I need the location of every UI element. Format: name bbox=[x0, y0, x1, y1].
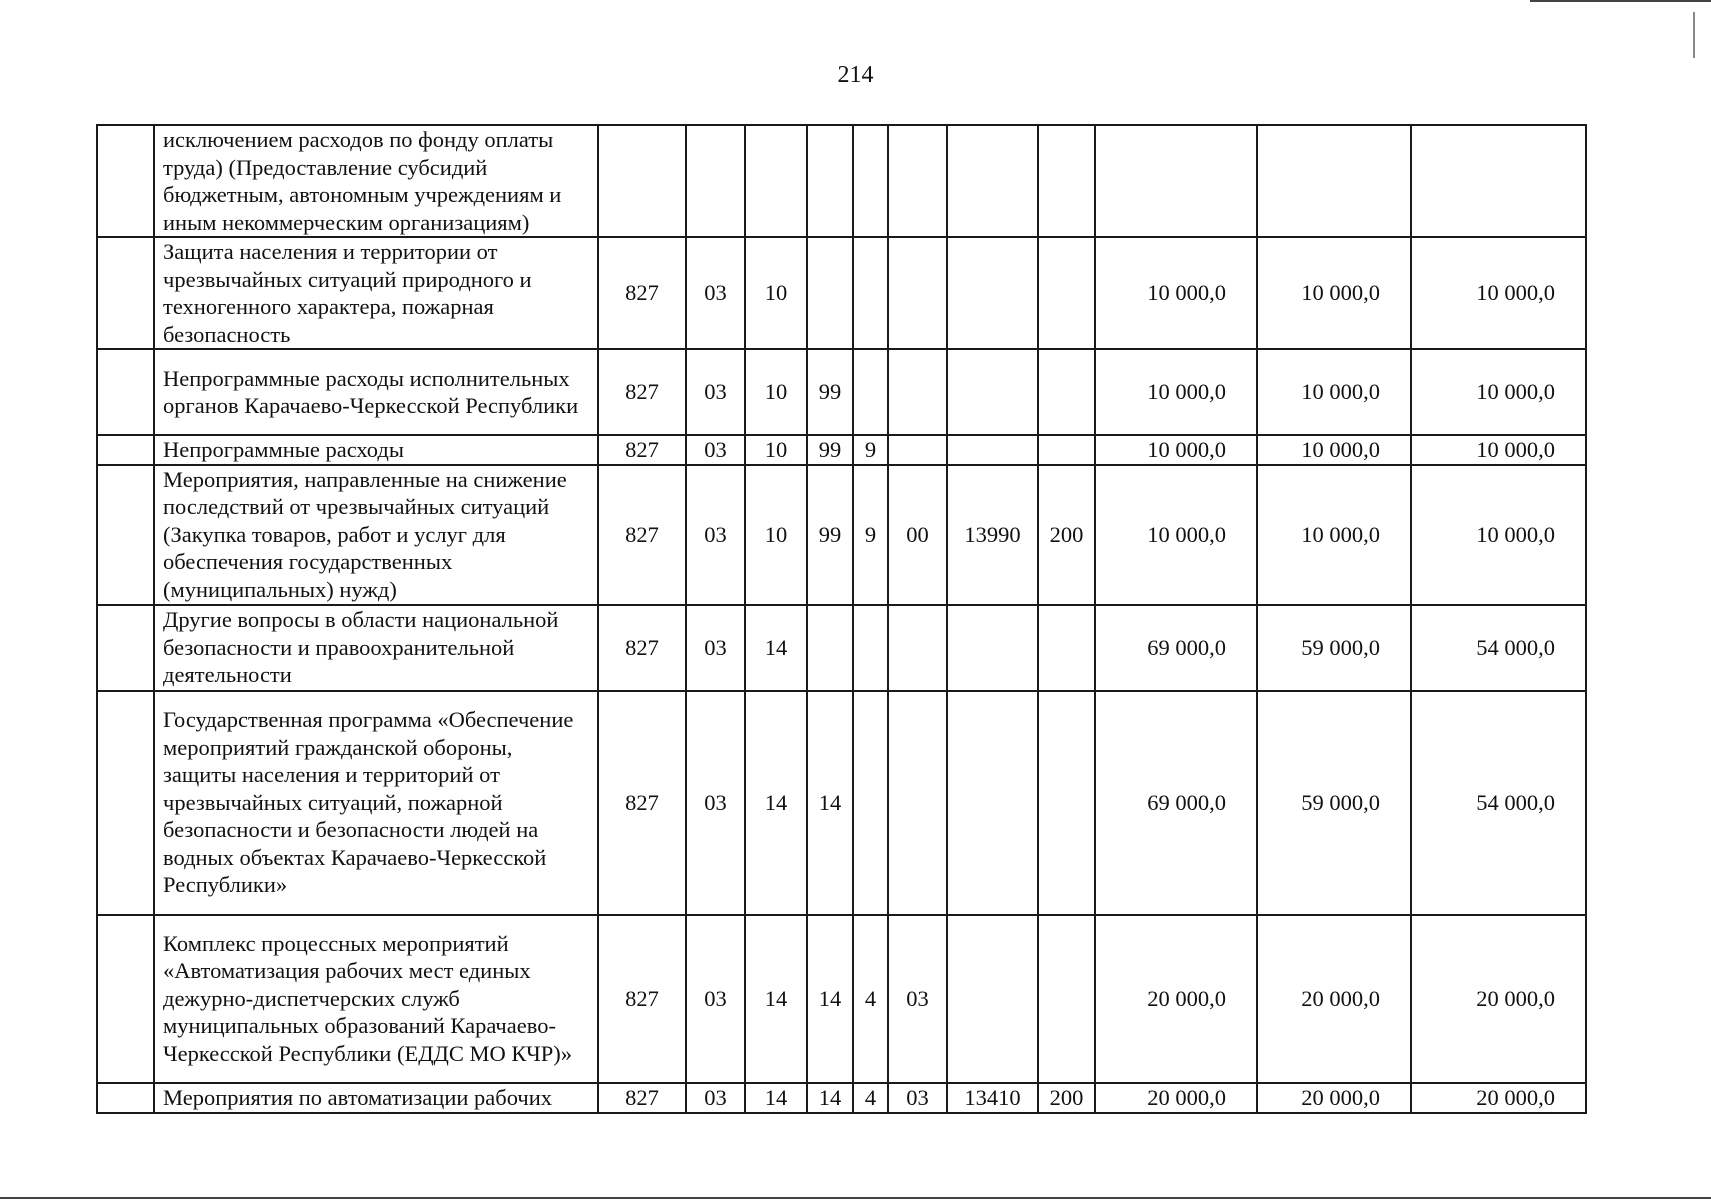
expense-name-cell: исключением расходов по фонду оплаты труда) (Предоставление субсидий бюджетным, автономным учреждениям и иным некоммерческим организациям) bbox=[154, 125, 598, 237]
subsection-code-cell: 14 bbox=[745, 915, 807, 1083]
table-row bbox=[97, 605, 1586, 691]
direction-code-cell: 13410 bbox=[947, 1083, 1038, 1113]
section-code-cell: 03 bbox=[686, 1083, 745, 1113]
program-code-cell: 99 bbox=[807, 435, 853, 465]
section-code-cell: 03 bbox=[686, 435, 745, 465]
row-number-cell bbox=[97, 125, 154, 237]
subsection-code-cell: 10 bbox=[745, 237, 807, 349]
subsection-code-cell: 14 bbox=[745, 605, 807, 691]
amount-year-1-cell: 20 000,0 bbox=[1095, 1083, 1257, 1113]
amount-year-3-cell: 10 000,0 bbox=[1411, 349, 1586, 435]
table-row bbox=[97, 915, 1586, 1083]
expense-name-cell: Государственная программа «Обеспечение мероприятий гражданской обороны, защиты населения и территорий от чрезвычайных ситуаций, пожарной безопасности и безопасности людей на водных объектах Карачаево-Черкесской Республики» bbox=[154, 691, 598, 915]
amount-year-1-cell: 10 000,0 bbox=[1095, 435, 1257, 465]
amount-year-1-cell: 69 000,0 bbox=[1095, 605, 1257, 691]
direction-code-cell bbox=[947, 605, 1038, 691]
subsection-code-cell: 14 bbox=[745, 1083, 807, 1113]
table-row bbox=[97, 1083, 1586, 1113]
expense-type-cell bbox=[1038, 435, 1095, 465]
amount-year-2-cell bbox=[1257, 125, 1411, 237]
row-number-cell bbox=[97, 435, 154, 465]
amount-year-1-cell: 10 000,0 bbox=[1095, 237, 1257, 349]
ministry-code-cell bbox=[598, 125, 686, 237]
amount-year-3-cell: 54 000,0 bbox=[1411, 691, 1586, 915]
amount-year-1-cell: 10 000,0 bbox=[1095, 349, 1257, 435]
amount-year-2-cell: 59 000,0 bbox=[1257, 691, 1411, 915]
expense-name-cell: Непрограммные расходы bbox=[154, 435, 598, 465]
amount-year-2-cell: 10 000,0 bbox=[1257, 237, 1411, 349]
section-code-cell: 03 bbox=[686, 349, 745, 435]
amount-year-2-cell: 10 000,0 bbox=[1257, 435, 1411, 465]
activity-code-cell bbox=[888, 435, 947, 465]
subsection-code-cell: 14 bbox=[745, 691, 807, 915]
ministry-code-cell: 827 bbox=[598, 465, 686, 605]
activity-code-cell bbox=[888, 237, 947, 349]
amount-year-2-cell: 10 000,0 bbox=[1257, 465, 1411, 605]
row-number-cell bbox=[97, 237, 154, 349]
expense-name-cell: Непрограммные расходы исполнительных органов Карачаево-Черкесской Республики bbox=[154, 349, 598, 435]
amount-year-3-cell: 54 000,0 bbox=[1411, 605, 1586, 691]
amount-year-3-cell: 10 000,0 bbox=[1411, 435, 1586, 465]
activity-code-cell: 03 bbox=[888, 915, 947, 1083]
subprogram-code-cell: 4 bbox=[853, 1083, 888, 1113]
expense-name-cell: Мероприятия, направленные на снижение последствий от чрезвычайных ситуаций (Закупка товаров, работ и услуг для обеспечения государственных (муниципальных) нужд) bbox=[154, 465, 598, 605]
table-row bbox=[97, 691, 1586, 915]
ministry-code-cell: 827 bbox=[598, 237, 686, 349]
scan-edge-bottom bbox=[0, 1197, 1711, 1199]
row-number-cell bbox=[97, 349, 154, 435]
program-code-cell: 99 bbox=[807, 465, 853, 605]
expense-type-cell bbox=[1038, 691, 1095, 915]
row-number-cell bbox=[97, 465, 154, 605]
subsection-code-cell: 10 bbox=[745, 435, 807, 465]
activity-code-cell: 03 bbox=[888, 1083, 947, 1113]
amount-year-2-cell: 10 000,0 bbox=[1257, 349, 1411, 435]
expense-type-cell: 200 bbox=[1038, 465, 1095, 605]
activity-code-cell: 00 bbox=[888, 465, 947, 605]
expense-type-cell bbox=[1038, 237, 1095, 349]
activity-code-cell bbox=[888, 349, 947, 435]
subprogram-code-cell bbox=[853, 691, 888, 915]
activity-code-cell bbox=[888, 605, 947, 691]
amount-year-3-cell: 20 000,0 bbox=[1411, 1083, 1586, 1113]
direction-code-cell bbox=[947, 349, 1038, 435]
expense-name-cell: Мероприятия по автоматизации рабочих bbox=[154, 1083, 598, 1113]
table-row bbox=[97, 125, 1586, 237]
amount-year-3-cell: 10 000,0 bbox=[1411, 237, 1586, 349]
page-number: 214 bbox=[837, 62, 874, 88]
expense-type-cell bbox=[1038, 605, 1095, 691]
table-row bbox=[97, 237, 1586, 349]
amount-year-1-cell bbox=[1095, 125, 1257, 237]
subsection-code-cell bbox=[745, 125, 807, 237]
program-code-cell bbox=[807, 125, 853, 237]
program-code-cell bbox=[807, 237, 853, 349]
ministry-code-cell: 827 bbox=[598, 691, 686, 915]
subprogram-code-cell bbox=[853, 349, 888, 435]
program-code-cell: 14 bbox=[807, 1083, 853, 1113]
direction-code-cell bbox=[947, 435, 1038, 465]
amount-year-2-cell: 59 000,0 bbox=[1257, 605, 1411, 691]
subsection-code-cell: 10 bbox=[745, 465, 807, 605]
ministry-code-cell: 827 bbox=[598, 915, 686, 1083]
expense-type-cell bbox=[1038, 125, 1095, 237]
subprogram-code-cell: 9 bbox=[853, 435, 888, 465]
section-code-cell bbox=[686, 125, 745, 237]
section-code-cell: 03 bbox=[686, 465, 745, 605]
row-number-cell bbox=[97, 915, 154, 1083]
ministry-code-cell: 827 bbox=[598, 435, 686, 465]
subprogram-code-cell: 4 bbox=[853, 915, 888, 1083]
expense-name-cell: Комплекс процессных мероприятий «Автоматизация рабочих мест единых дежурно-диспетчерских служб муниципальных образований Карачаево-Черкесской Республики (ЕДДС МО КЧР)» bbox=[154, 915, 598, 1083]
section-code-cell: 03 bbox=[686, 691, 745, 915]
amount-year-3-cell: 20 000,0 bbox=[1411, 915, 1586, 1083]
subsection-code-cell: 10 bbox=[745, 349, 807, 435]
program-code-cell: 14 bbox=[807, 915, 853, 1083]
expense-type-cell: 200 bbox=[1038, 1083, 1095, 1113]
row-number-cell bbox=[97, 691, 154, 915]
direction-code-cell bbox=[947, 125, 1038, 237]
direction-code-cell bbox=[947, 915, 1038, 1083]
table-row bbox=[97, 349, 1586, 435]
ministry-code-cell: 827 bbox=[598, 1083, 686, 1113]
amount-year-1-cell: 69 000,0 bbox=[1095, 691, 1257, 915]
expense-name-cell: Защита населения и территории от чрезвычайных ситуаций природного и техногенного характера, пожарная безопасность bbox=[154, 237, 598, 349]
subprogram-code-cell: 9 bbox=[853, 465, 888, 605]
subprogram-code-cell bbox=[853, 605, 888, 691]
program-code-cell: 99 bbox=[807, 349, 853, 435]
direction-code-cell bbox=[947, 237, 1038, 349]
amount-year-2-cell: 20 000,0 bbox=[1257, 915, 1411, 1083]
amount-year-2-cell: 20 000,0 bbox=[1257, 1083, 1411, 1113]
amount-year-1-cell: 10 000,0 bbox=[1095, 465, 1257, 605]
expense-name-cell: Другие вопросы в области национальной безопасности и правоохранительной деятельности bbox=[154, 605, 598, 691]
amount-year-3-cell: 10 000,0 bbox=[1411, 465, 1586, 605]
scan-edge-right bbox=[1693, 12, 1695, 58]
activity-code-cell bbox=[888, 125, 947, 237]
direction-code-cell: 13990 bbox=[947, 465, 1038, 605]
program-code-cell: 14 bbox=[807, 691, 853, 915]
program-code-cell bbox=[807, 605, 853, 691]
activity-code-cell bbox=[888, 691, 947, 915]
budget-table bbox=[96, 124, 1587, 1114]
section-code-cell: 03 bbox=[686, 915, 745, 1083]
row-number-cell bbox=[97, 605, 154, 691]
row-number-cell bbox=[97, 1083, 154, 1113]
amount-year-3-cell bbox=[1411, 125, 1586, 237]
subprogram-code-cell bbox=[853, 125, 888, 237]
ministry-code-cell: 827 bbox=[598, 349, 686, 435]
expense-type-cell bbox=[1038, 915, 1095, 1083]
amount-year-1-cell: 20 000,0 bbox=[1095, 915, 1257, 1083]
section-code-cell: 03 bbox=[686, 237, 745, 349]
ministry-code-cell: 827 bbox=[598, 605, 686, 691]
table-row bbox=[97, 465, 1586, 605]
table-row bbox=[97, 435, 1586, 465]
scan-edge-top-right bbox=[1530, 0, 1711, 2]
subprogram-code-cell bbox=[853, 237, 888, 349]
section-code-cell: 03 bbox=[686, 605, 745, 691]
direction-code-cell bbox=[947, 691, 1038, 915]
expense-type-cell bbox=[1038, 349, 1095, 435]
